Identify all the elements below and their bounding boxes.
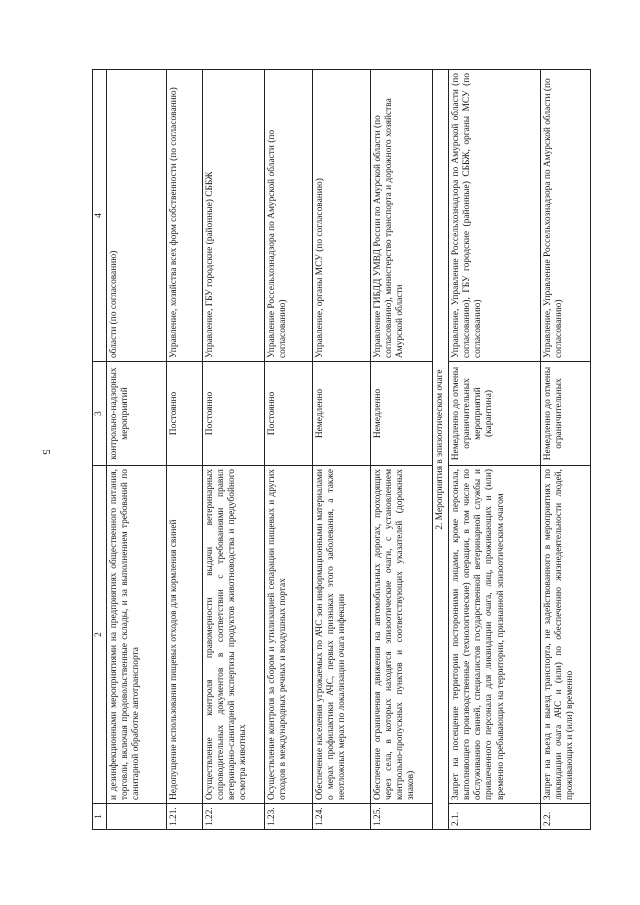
table-row bbox=[107, 70, 167, 830]
term-text: Постоянно bbox=[167, 362, 203, 466]
measure-text: и дезинфекционными мероприятиями на предприятиях общественного питания, торговли, включая продовольственные склады, и за выполнением требований по санитарной обработке автотранспорта bbox=[107, 466, 167, 804]
measure-text: Осуществление контроля правомерности выдачи ветеринарных сопроводительных документов в соответствии с требованиями правил ветеринарно-санитарной экспертизы продуктов животноводства и предубойного осмотра животных bbox=[203, 466, 265, 804]
term-text: Немедленно bbox=[313, 362, 371, 466]
measures-table bbox=[92, 69, 591, 830]
row-number: 1.25. bbox=[371, 804, 433, 830]
row-number: 1.23. bbox=[265, 804, 313, 830]
executor-text: Управление, хозяйства всех форм собственности (по согласованию) bbox=[167, 70, 203, 362]
executor-text: области (по согласованию) bbox=[107, 70, 167, 362]
table-row bbox=[449, 70, 541, 830]
measure-text: Запрет на посещение территории посторонними лицами, кроме персонала, выполняющего производственные (технологические) операции, в том числе по обслуживанию свиней, специалистов государственной ветеринарной службы и привлеченного персонала для ликвидации очага, лиц, проживающих и (или) временно пребывающих на территории, признанной эпизоотическим очагом bbox=[449, 466, 541, 804]
row-number: 1.24. bbox=[313, 804, 371, 830]
measure-text: Запрет на въезд и выезд транспорта, не задействованного в мероприятиях по ликвидации очага АЧС и (или) по обеспечению жизнедеятельности людей, проживающих и (или) временно bbox=[541, 466, 591, 804]
row-number: 2.2. bbox=[541, 804, 591, 830]
page-number: 5 bbox=[40, 449, 52, 455]
table-row bbox=[203, 70, 265, 830]
section-row bbox=[433, 70, 449, 830]
table-row bbox=[371, 70, 433, 830]
executor-text: Управление, органы МСУ (по согласованию) bbox=[313, 70, 371, 362]
table-row bbox=[541, 70, 591, 830]
executor-text: Управление, Управление Россельхознадзора по Амурской области (по согласованию), ГБУ городские (районные) СББЖ, органы МСУ (по согласованию) bbox=[449, 70, 541, 362]
executor-text: Управление ГИБДД УМВД России по Амурской области (по согласованию), министерство транспорта и дорожного хозяйства Амурской области bbox=[371, 70, 433, 362]
header-col-2: 2 bbox=[93, 466, 107, 804]
measure-text: Обеспечение ограничения движения на автомобильных дорогах, проходящих через села, в которых находятся эпизоотические очаги, с установлением контрольно-пропускных пунктов и соответствующих указателей (дорожных знаков) bbox=[371, 466, 433, 804]
header-col-1: 1 bbox=[93, 804, 107, 830]
term-text: Немедленно до отмены ограничительных мероприятий (карантина) bbox=[449, 362, 541, 466]
table-row bbox=[313, 70, 371, 830]
measure-text: Обеспечение населения угрожаемых по АЧС зон информационными материалами о мерах профилактики АЧС, первых признаках этого заболевания, а также неотложных мерах по локализации очага инфекции bbox=[313, 466, 371, 804]
table-row bbox=[167, 70, 203, 830]
term-text: Постоянно bbox=[203, 362, 265, 466]
term-text: контрольно-надзорных мероприятий bbox=[107, 362, 167, 466]
row-number: 1.21. bbox=[167, 804, 203, 830]
measure-text: Осуществление контроля за сбором и утилизацией сепарации пищевых и других отходов в международных речных и воздушных портах bbox=[265, 466, 313, 804]
header-col-3: 3 bbox=[93, 362, 107, 466]
executor-text: Управление, Управление Россельхознадзора по Амурской области (по согласованию) bbox=[541, 70, 591, 362]
term-text: Постоянно bbox=[265, 362, 313, 466]
header-col-4: 4 bbox=[93, 70, 107, 362]
executor-text: Управление, ГБУ городские (районные) СББЖ bbox=[203, 70, 265, 362]
row-number: 1.22. bbox=[203, 804, 265, 830]
row-number: 2.1. bbox=[449, 804, 541, 830]
table-row bbox=[265, 70, 313, 830]
term-text: Немедленно до отмены ограничительных bbox=[541, 362, 591, 466]
row-number bbox=[107, 804, 167, 830]
rotated-table-sheet bbox=[92, 70, 592, 830]
executor-text: Управление Россельхознадзора по Амурской области (по согласованию) bbox=[265, 70, 313, 362]
table-header-row bbox=[93, 70, 107, 830]
measure-text: Недопущение использования пищевых отходов для кормления свиней bbox=[167, 466, 203, 804]
term-text: Немедленно bbox=[371, 362, 433, 466]
section-title: 2. Мероприятия в эпизоотическом очаге bbox=[433, 70, 449, 830]
